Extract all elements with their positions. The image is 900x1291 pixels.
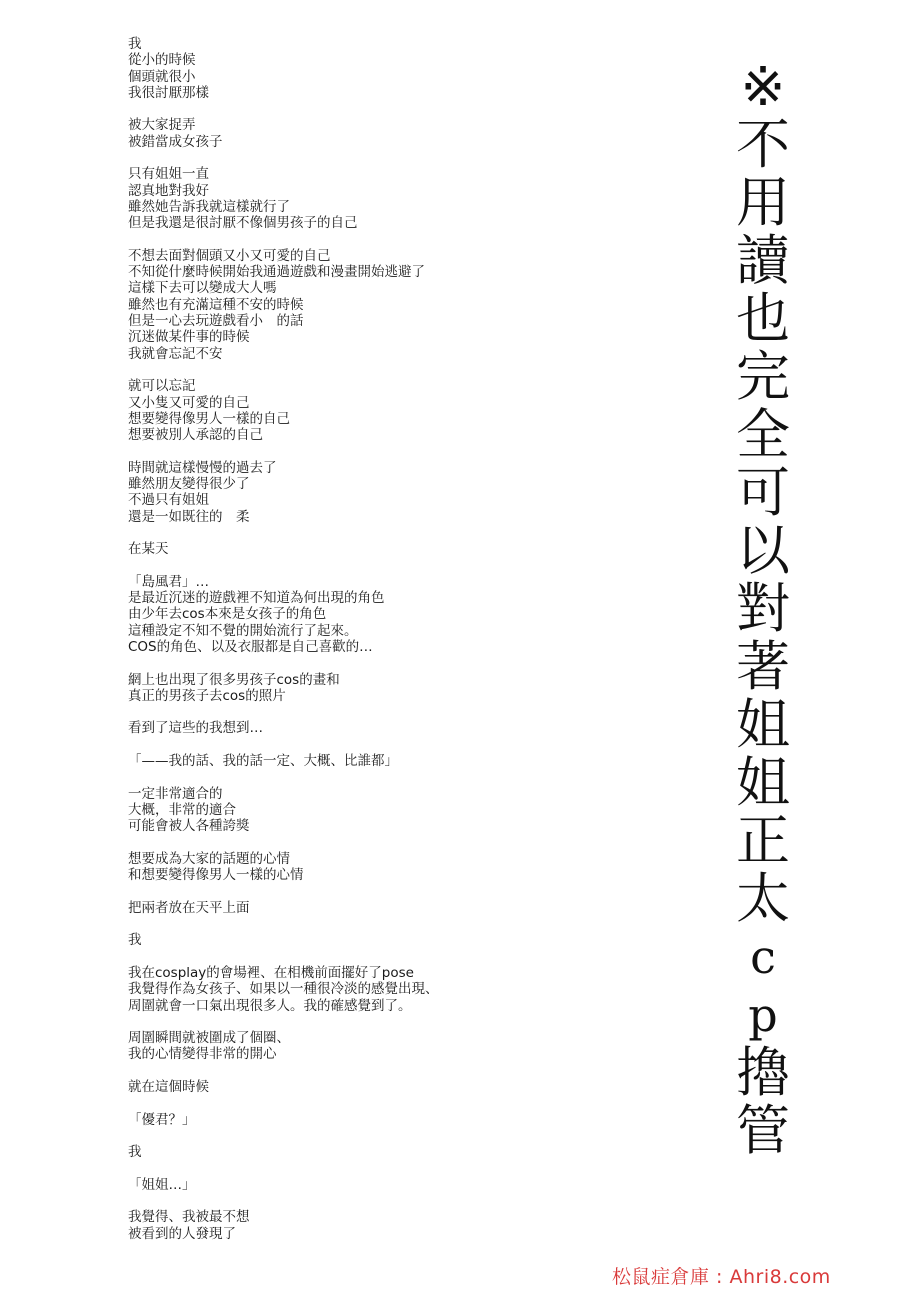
vertical-note-char: 管 [736,1099,790,1162]
story-line: 在某天 [128,541,169,558]
vertical-note-char: 全 [736,403,790,466]
story-paragraph [128,900,648,916]
vertical-note-char: 也 [736,287,790,350]
story-line: 沉迷做某件事的時候 [128,329,250,346]
story-line: 被大家捉弄 [128,117,196,134]
story-line: 雖然她告訴我就這樣就行了 [128,198,290,215]
story-paragraph [128,1079,648,1095]
vertical-note-char: p [748,988,778,1042]
story-paragraph [128,1177,648,1193]
story-line: 還是一如既往的 柔 [128,508,250,525]
vertical-note-char: 姐 [736,693,790,756]
story-paragraph [128,720,648,736]
story-line: 雖然也有充滿這種不安的時候 [128,296,304,313]
story-line: 真正的男孩子去cos的照片 [128,687,286,704]
story-paragraph [128,541,648,557]
story-line: 看到了這些的我想到… [128,720,263,737]
story-line: 被看到的人發現了 [128,1225,236,1242]
vertical-note-char: c [750,930,776,984]
story-line: 這種設定不知不覺的開始流行了起來。 [128,622,358,639]
vertical-note-char: 正 [736,809,790,872]
vertical-note-char: 以 [736,519,790,582]
story-paragraph [128,1112,648,1128]
story-line: 認真地對我好 [128,182,209,199]
vertical-note-text [736,55,790,1162]
story-line: 只有姐姐一直 [128,166,209,183]
watermark-text: 松鼠症倉庫 : Ahri8.com [612,1266,831,1288]
story-line: 我 [128,1144,142,1161]
story-line: 「——我的話、我的話一定、大概、比誰都」 [128,753,398,770]
vertical-note-char: 擼 [736,1041,790,1104]
vertical-note-char: 用 [736,171,790,234]
story-line: 雖然朋友變得很少了 [128,476,250,493]
vertical-note-char: ※ [740,55,786,118]
story-line: 我很討厭那樣 [128,84,209,101]
story-paragraph [128,574,648,655]
story-paragraph [128,248,648,362]
story-line: 是最近沉迷的遊戲裡不知道為何出現的角色 [128,590,385,607]
story-paragraph [128,378,648,443]
story-line: 從小的時候 [128,52,196,69]
story-line: 這樣下去可以變成大人嗎 [128,280,277,297]
story-line: 想要成為大家的話題的心情 [128,850,290,867]
vertical-note-char: 讀 [736,229,790,292]
story-paragraph [128,36,648,101]
story-paragraph [128,672,648,705]
story-line: 想要被別人承認的自己 [128,427,263,444]
story-paragraph [128,1209,648,1242]
vertical-note-char: 姐 [736,751,790,814]
story-line: 就可以忘記 [128,378,196,395]
story-paragraph [128,753,648,769]
vertical-note-char: 不 [736,113,790,176]
story-line: 周圍瞬間就被圍成了個圈、 [128,1030,290,1047]
story-line: 把兩者放在天平上面 [128,899,250,916]
story-line: 一定非常適合的 [128,785,223,802]
story-text-column [128,36,648,1258]
story-paragraph [128,932,648,948]
story-line: 想要變得像男人一樣的自己 [128,410,290,427]
story-paragraph [128,117,648,150]
story-line: 大概，非常的適合 [128,801,236,818]
story-paragraph [128,1144,648,1160]
story-line: 由少年去cos本來是女孩子的角色 [128,606,327,623]
story-line: 不知從什麼時候開始我通過遊戲和漫畫開始逃避了 [128,264,425,281]
story-line: 時間就這樣慢慢的過去了 [128,459,277,476]
story-line: 「優君？」 [128,1111,196,1128]
story-line: 和想要變得像男人一樣的心情 [128,867,304,884]
story-line: 我 [128,932,142,949]
story-line: 周圍就會一口氣出現很多人。我的確感覺到了。 [128,997,412,1014]
story-line: 可能會被人各種誇獎 [128,818,250,835]
vertical-note-char: 對 [736,577,790,640]
story-line: 就在這個時候 [128,1079,209,1095]
story-line: 「姐姐…」 [128,1176,196,1193]
vertical-note-char: 完 [736,345,790,408]
story-line: 但是我還是很討厭不像個男孩子的自己 [128,215,358,232]
story-line: COS的角色、以及衣服都是自己喜歡的… [128,638,373,655]
vertical-note-char: 可 [736,461,790,524]
story-paragraph [128,1030,648,1063]
story-line: 我的心情變得非常的開心 [128,1046,277,1063]
story-line: 不過只有姐姐 [128,492,209,509]
story-line: 「島風君」… [128,573,209,590]
story-line: 我就會忘記不安 [128,345,223,362]
vertical-note [728,55,798,1162]
story-line: 網上也出現了很多男孩子cos的畫和 [128,671,340,688]
story-line: 又小隻又可愛的自己 [128,394,250,411]
story-line: 不想去面對個頭又小又可愛的自己 [128,247,331,264]
story-paragraph [128,786,648,835]
story-paragraph [128,851,648,884]
story-line: 被錯當成女孩子 [128,133,223,150]
vertical-note-char: 著 [736,635,790,698]
vertical-note-char: 太 [736,867,790,930]
story-paragraph [128,965,648,1014]
story-line: 我覺得、我被最不想 [128,1209,250,1226]
story-paragraph [128,166,648,231]
story-line: 個頭就很小 [128,68,196,85]
story-line: 我 [128,36,142,52]
story-line: 我在cosplay的會場裡、在相機前面擺好了pose [128,964,414,981]
story-line: 我覺得作為女孩子、如果以一種很冷淡的感覺出現、 [128,981,439,998]
story-paragraph [128,460,648,525]
story-line: 但是一心去玩遊戲看小 的話 [128,313,304,330]
